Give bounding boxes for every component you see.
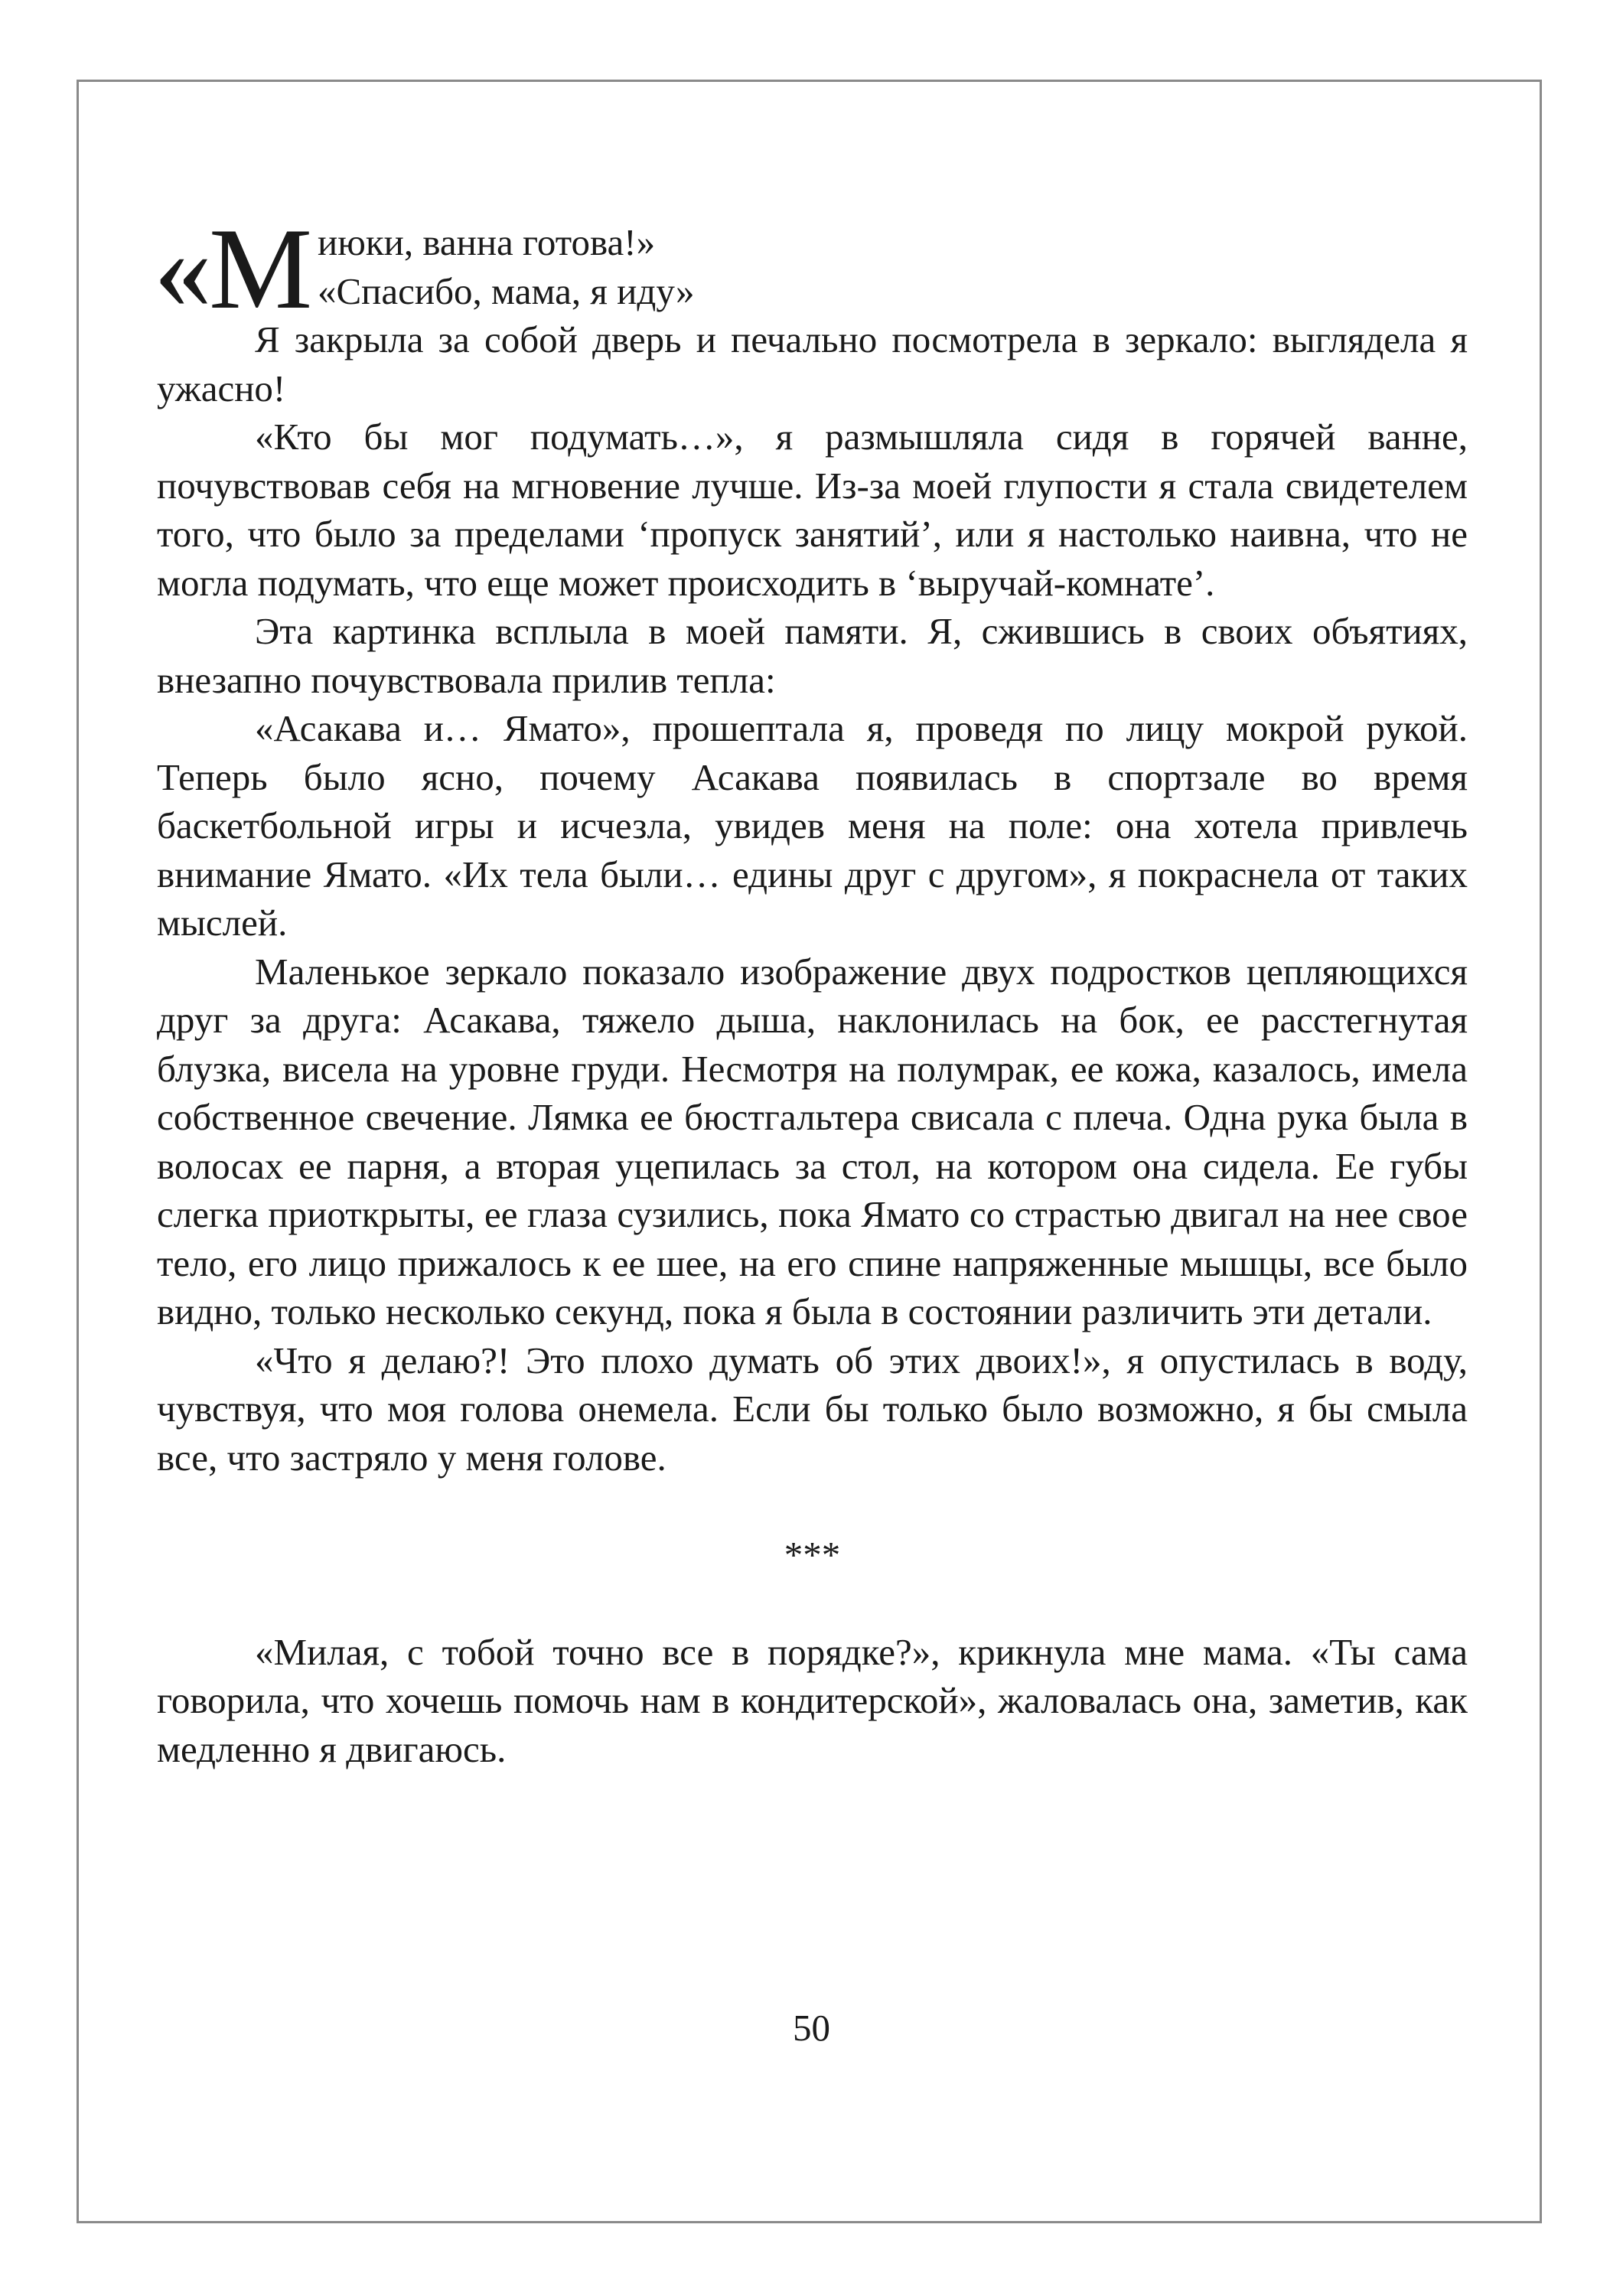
opening-dialogue: [154, 204, 1468, 333]
paragraph-6: «Что я делаю?! Это плохо думать об этих двоих!», я опустилась в воду, чувствуя, что моя голова онемела. Если бы только было возможно, я бы смыла все, что застряло у меня голове.: [157, 1339, 1468, 1479]
separator-gap: [157, 1579, 1468, 1628]
page-number: 50: [793, 2007, 830, 2049]
section-separator: ***: [784, 1533, 841, 1576]
paragraph-3: Эта картинка всплыла в моей памяти. Я, сжившись в своих объятиях, внезапно почувствовала прилив тепла:: [157, 610, 1468, 701]
paragraph-5: Маленькое зеркало показало изображение двух подростков цепляющихся друг за друга: Асакава, тяжело дыша, наклонилась на бок, ее расстегнутая блузка, висела на уровне груди. Несмотря на полумрак, ее кожа, казалось, имела собственное свечение. Лямка ее бюстгальтера свисала с плеча. Одна рука была в волосах ее парня, а вторая уцепилась за стол, на котором она сидела. Ее губы слегка приоткрыты, ее глаза сузились, пока Ямато со страстью двигал на нее свое тело, его лицо прижалось к ее шее, на его спине напряженные мышцы, все было видно, только несколько секунд, пока я была в состоянии различить эти детали.: [157, 950, 1468, 1332]
paragraph-1: Я закрыла за собой дверь и печально посмотрела в зеркало: выглядела я ужасно!: [157, 318, 1468, 409]
paragraph-2: «Кто бы мог подумать…», я размышляла сидя в горячей ванне, почувствовав себя на мгновение лучше. Из-за моей глупости я стала свидетелем того, что было за пределами ‘пропуск занятий’, или я настолько наивна, что не могла подумать, что еще может происходить в ‘выручай-комнате’.: [157, 416, 1468, 604]
drop-cap: «М: [154, 204, 310, 333]
closing-paragraph: «Милая, с тобой точно все в порядке?», крикнула мне мама. «Ты сама говорила, что хочешь помочь нам в кондитерской», жаловалась она, заметив, как медленно я двигаюсь.: [157, 1630, 1468, 1770]
page-body: [154, 204, 1468, 1773]
opening-line-1: июки, ванна готова!»: [318, 221, 656, 263]
opening-line-2: «Спасибо, мама, я иду»: [318, 269, 695, 312]
paragraph-4: «Асакава и… Ямато», прошептала я, проведя по лицу мокрой рукой. Теперь было ясно, почему Асакава появилась в спортзале во время баскетбольной игры и исчезла, увидев меня на поле: она хотела привлечь внимание Ямато. «Их тела были… едины друг с другом», я покраснела от таких мыслей.: [157, 707, 1468, 944]
